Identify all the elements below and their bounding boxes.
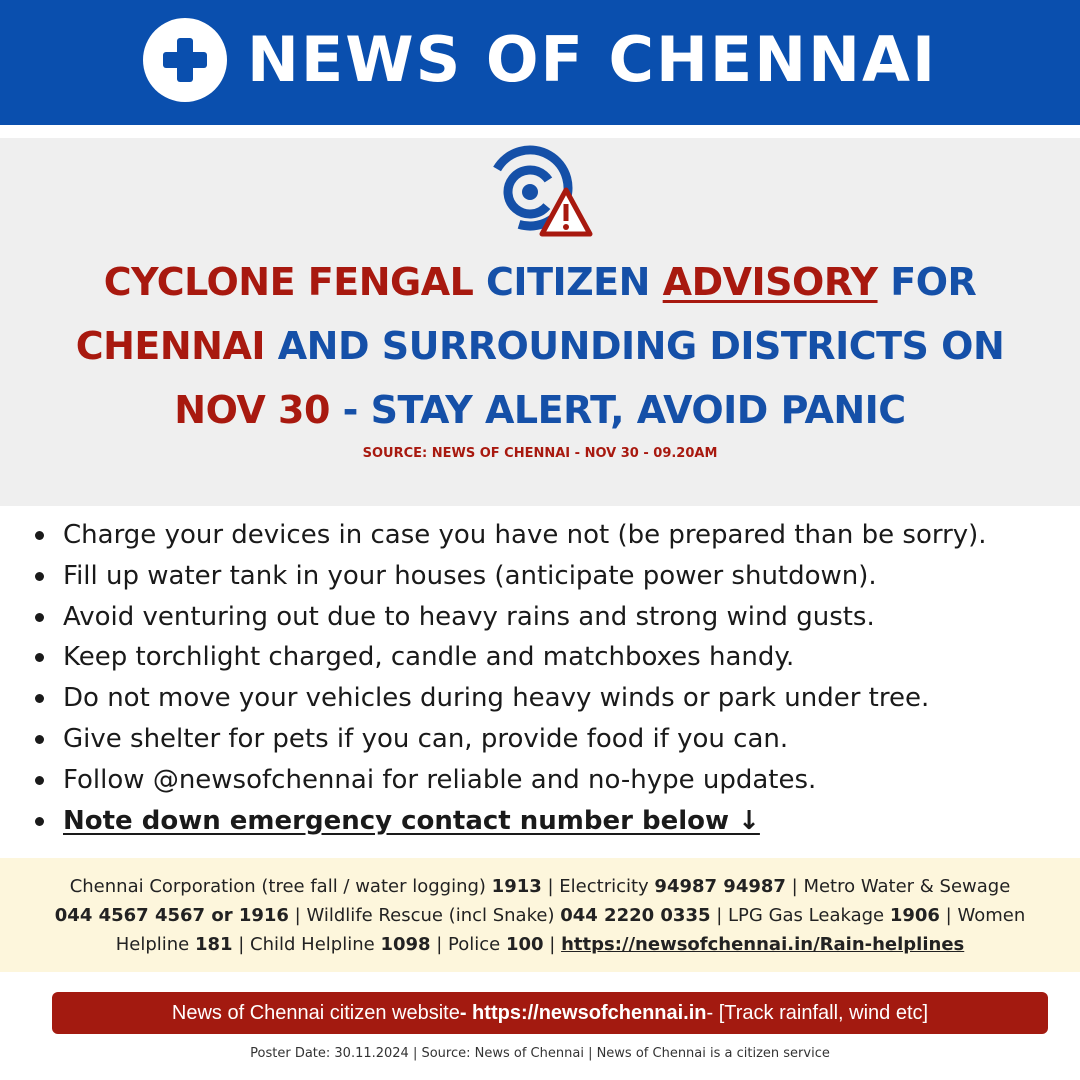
list-item: Follow @newsofchennai for reliable and no-hype updates.	[30, 760, 1070, 801]
helplines-text: Chennai Corporation (tree fall / water logging) 1913 | Electricity 94987 94987 | Metro Water & Sewage 044 4567 4567 or 1916 | Wildlife Rescue (incl Snake) 044 2220 0335 | LPG Gas Leakage 1906 | Women Helpline 181 | Child Helpline 1098 | Police 100 | https://newsofchennai.in/Rain-helplines	[54, 876, 1026, 955]
list-item: Give shelter for pets if you can, provide food if you can.	[30, 719, 1070, 760]
helplines-panel	[0, 858, 1080, 972]
advisory-headline: CYCLONE FENGAL CITIZEN ADVISORY FOR CHENNAI AND SURROUNDING DISTRICTS ON NOV 30 - STAY ALERT, AVOID PANIC	[75, 260, 1005, 432]
source-line: SOURCE: NEWS OF CHENNAI - NOV 30 - 09.20AM	[362, 446, 718, 461]
rain-helplines-link[interactable]: https://newsofchennai.in/Rain-helplines	[561, 934, 965, 955]
website-link[interactable]: - https://newsofchennai.in	[459, 1001, 707, 1024]
site-title: NEWS OF CHENNAI	[246, 23, 938, 96]
list-item: Charge your devices in case you have not (be prepared than be sorry).	[30, 515, 1070, 556]
title-panel	[0, 138, 1080, 506]
plus-in-circle-icon	[143, 18, 227, 102]
list-item: Fill up water tank in your houses (anticipate power shutdown).	[30, 556, 1070, 597]
list-item: Keep torchlight charged, candle and matchboxes handy.	[30, 637, 1070, 678]
list-item-emergency-note: Note down emergency contact number below ↓	[30, 801, 1070, 842]
footer-text: Poster Date: 30.11.2024 | Source: News of Chennai | News of Chennai is a citizen service	[250, 1046, 830, 1061]
list-item: Do not move your vehicles during heavy winds or park under tree.	[30, 678, 1070, 719]
advisory-list	[30, 515, 1070, 841]
website-banner: News of Chennai citizen website - https://newsofchennai.in - [Track rainfall, wind etc]	[52, 992, 1048, 1034]
header-banner	[0, 0, 1080, 125]
list-item: Avoid venturing out due to heavy rains and strong wind gusts.	[30, 597, 1070, 638]
cyclone-warning-icon	[478, 142, 598, 242]
